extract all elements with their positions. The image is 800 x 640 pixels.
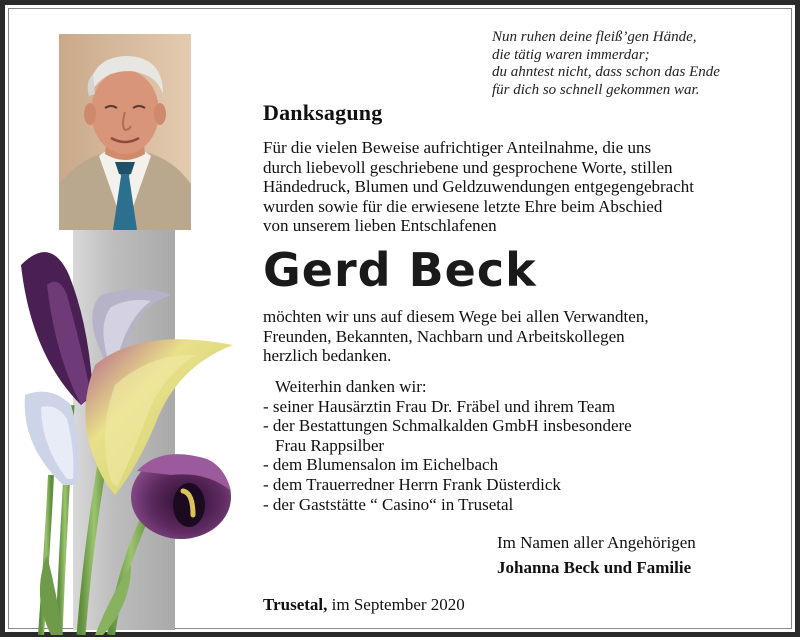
- intro-line: Für die vielen Beweise aufrichtiger Anteilnahme, die uns: [263, 138, 652, 157]
- portrait-image: [59, 34, 191, 230]
- closing-line: Freunden, Bekannten, Nachbarn und Arbeitskollegen: [263, 326, 625, 346]
- intro-line: wurden sowie für die erwiesene letzte Ehre beim Abschied: [263, 196, 663, 216]
- deceased-name: Gerd Beck: [263, 243, 537, 297]
- thanks-item: - der Gaststätte “ Casino“ in Trusetal: [263, 494, 514, 514]
- thanks-intro: Weiterhin danken wir:: [275, 377, 427, 396]
- intro-line: durch liebevoll geschriebene und gesprochene Worte, stillen: [263, 157, 673, 177]
- intro-line: Händedruck, Blumen und Geldzuwendungen entgegengebracht: [263, 177, 694, 197]
- closing-text: [263, 307, 793, 366]
- heading: Danksagung: [263, 100, 383, 125]
- thanks-item: - dem Trauerredner Herrn Frank Düsterdick: [263, 474, 561, 494]
- portrait-photo: [59, 34, 191, 230]
- poem: [492, 29, 792, 99]
- thanks-item: - dem Blumensalon im Eichelbach: [263, 455, 499, 475]
- closing-line: möchten wir uns auf diesem Wege bei allen Verwandten,: [263, 307, 649, 326]
- date: im September 2020: [331, 595, 465, 614]
- thanks-list: [263, 377, 632, 514]
- poem-line: Nun ruhen deine fleiß’gen Hände,: [492, 29, 697, 45]
- thanks-item: - der Bestattungen Schmalkalden GmbH insbesondere: [263, 416, 632, 436]
- signature-name: Johanna Beck und Familie: [497, 558, 692, 577]
- calla-lily-image: [11, 235, 241, 635]
- intro-line: von unserem lieben Entschlafenen: [263, 216, 497, 236]
- poem-line: du ahntest nicht, dass schon das Ende: [492, 64, 720, 80]
- signature-line: Im Namen aller Angehörigen: [497, 533, 696, 552]
- thanks-item: - seiner Hausärztin Frau Dr. Fräbel und ihrem Team: [263, 396, 616, 416]
- calla-lily-illustration: [11, 235, 241, 635]
- place: Trusetal,: [263, 595, 328, 614]
- place-date: [263, 595, 465, 615]
- poem-line: die tätig waren immerdar;: [492, 46, 650, 63]
- intro-text: [263, 138, 793, 236]
- poem-line: für dich so schnell gekommen war.: [492, 81, 700, 98]
- closing-line: herzlich bedanken.: [263, 346, 392, 366]
- thanks-item: Frau Rappsilber: [275, 435, 385, 455]
